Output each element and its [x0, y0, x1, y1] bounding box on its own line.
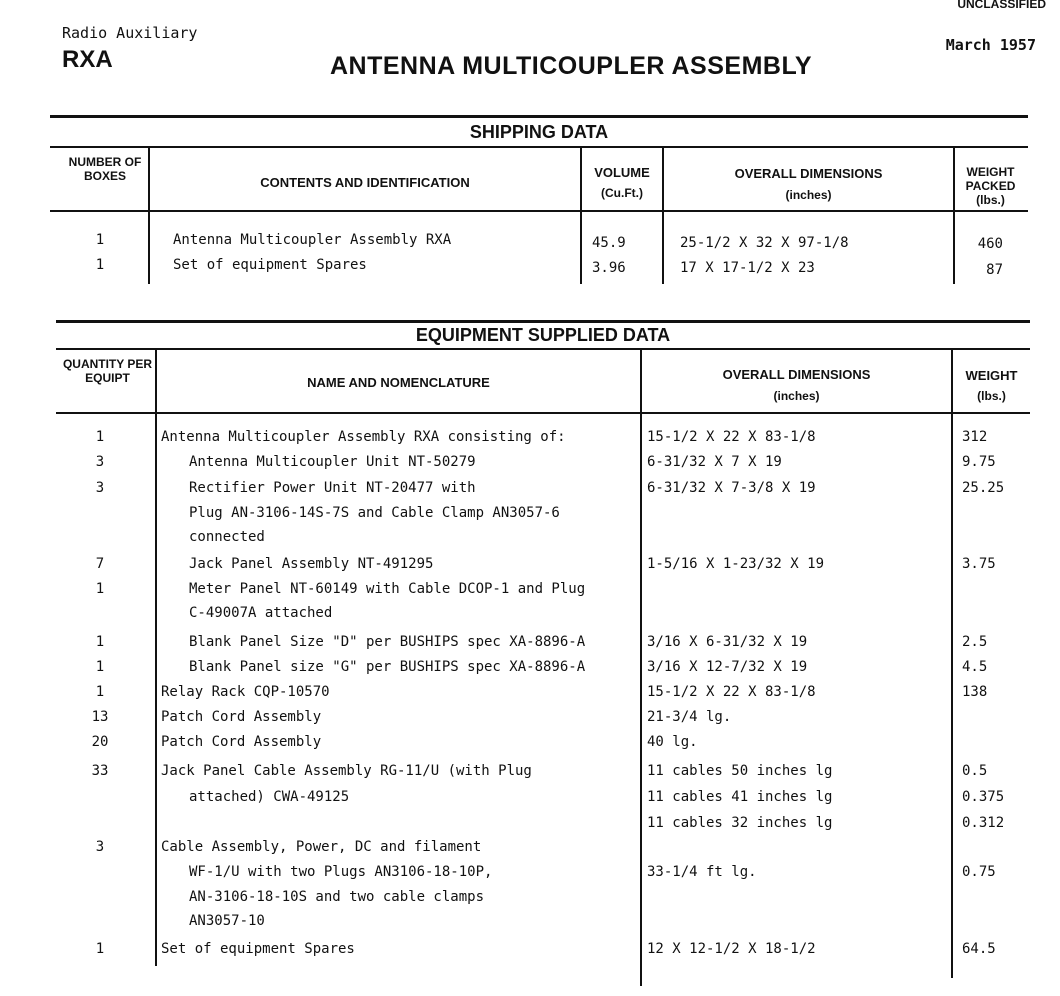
weight-cell: 87 [986, 262, 1003, 278]
nomenclature-cell: Patch Cord Assembly [161, 734, 322, 750]
nomenclature-cell: WF-1/U with two Plugs AN3106-18-10P, [189, 864, 493, 880]
dims-cell: 33-1/4 ft lg. [647, 864, 757, 880]
quantity-cell: 1 [95, 581, 105, 597]
quantity-cell: 20 [91, 734, 109, 750]
boxes-cell: 1 [95, 232, 105, 248]
weight-header: WEIGHT [965, 368, 1018, 383]
dims-cell: 17 X 17-1/2 X 23 [680, 260, 815, 276]
dims-cell: 12 X 12-1/2 X 18-1/2 [647, 941, 816, 957]
quantity-cell: 1 [95, 659, 105, 675]
weight-cell: 0.375 [962, 789, 1005, 805]
quantity-cell: 1 [95, 684, 105, 700]
nomenclature-cell: AN-3106-18-10S and two cable clamps [189, 889, 485, 905]
nomenclature-cell: Antenna Multicoupler Unit NT-50279 [189, 454, 476, 470]
date-label: March 1957 [945, 36, 1036, 54]
nomenclature-cell: Blank Panel size "G" per BUSHIPS spec XA-8896-A [189, 659, 586, 675]
nomenclature-cell: connected [189, 529, 265, 545]
quantity-cell: 3 [95, 839, 105, 855]
dims-cell: 25-1/2 X 32 X 97-1/8 [680, 235, 849, 251]
quantity-cell: 3 [95, 454, 105, 470]
quantity-cell: 1 [95, 634, 105, 650]
dims-cell: 11 cables 50 inches lg [647, 763, 833, 779]
quantity-cell: 1 [95, 429, 105, 445]
volume-header: VOLUME [594, 165, 650, 180]
quantity-header: QUANTITY PER EQUIPT [62, 357, 153, 385]
dims-unit: (inches) [785, 188, 832, 202]
contents-cell: Antenna Multicoupler Assembly RXA [173, 232, 452, 248]
classification-mark: UNCLASSIFIED [957, 0, 1046, 11]
dims-cell: 1-5/16 X 1-23/32 X 19 [647, 556, 825, 572]
weight-cell: 138 [962, 684, 988, 700]
volume-cell: 45.9 [592, 235, 626, 251]
quantity-cell: 7 [95, 556, 105, 572]
weight-cell: 460 [977, 236, 1003, 252]
dims-cell: 15-1/2 X 22 X 83-1/8 [647, 429, 816, 445]
nomenclature-cell: Rectifier Power Unit NT-20477 with [189, 480, 476, 496]
nomenclature-cell: AN3057-10 [189, 913, 265, 929]
nomenclature-cell: Blank Panel Size "D" per BUSHIPS spec XA-8896-A [189, 634, 586, 650]
nomenclature-cell: Jack Panel Assembly NT-491295 [189, 556, 434, 572]
equipment-code: RXA [62, 46, 113, 73]
volume-unit: (Cu.Ft.) [601, 186, 643, 200]
dims-cell: 11 cables 41 inches lg [647, 789, 833, 805]
weight-unit: (lbs.) [977, 389, 1006, 403]
nomenclature-cell: Antenna Multicoupler Assembly RXA consisting of: [161, 429, 566, 445]
dims-header: OVERALL DIMENSIONS [722, 367, 871, 382]
nomenclature-cell: Plug AN-3106-14S-7S and Cable Clamp AN3057-6 [189, 505, 560, 521]
dims-cell: 6-31/32 X 7-3/8 X 19 [647, 480, 816, 496]
weight-cell: 4.5 [962, 659, 988, 675]
nomenclature-cell: C-49007A attached [189, 605, 333, 621]
nomenclature-cell: attached) CWA-49125 [189, 789, 350, 805]
dims-unit: (inches) [773, 389, 820, 403]
contents-cell: Set of equipment Spares [173, 257, 367, 273]
weight-cell: 0.75 [962, 864, 996, 880]
weight-cell: 0.5 [962, 763, 988, 779]
boxes-header: NUMBER OF BOXES [68, 155, 142, 183]
weight-cell: 9.75 [962, 454, 996, 470]
weight-cell: 2.5 [962, 634, 988, 650]
quantity-cell: 33 [91, 763, 109, 779]
category-label: Radio Auxiliary [62, 24, 198, 42]
equipment-title: EQUIPMENT SUPPLIED DATA [415, 325, 671, 345]
dims-header: OVERALL DIMENSIONS [734, 166, 883, 181]
quantity-cell: 1 [95, 941, 105, 957]
dims-cell: 21-3/4 lg. [647, 709, 732, 725]
weight-cell: 64.5 [962, 941, 996, 957]
weight-cell: 25.25 [962, 480, 1005, 496]
quantity-cell: 3 [95, 480, 105, 496]
nomenclature-cell: Patch Cord Assembly [161, 709, 322, 725]
weight-cell: 312 [962, 429, 988, 445]
nomenclature-cell: Cable Assembly, Power, DC and filament [161, 839, 482, 855]
contents-header: CONTENTS AND IDENTIFICATION [260, 175, 470, 190]
nomenclature-cell: Set of equipment Spares [161, 941, 355, 957]
shipping-title: SHIPPING DATA [469, 122, 609, 142]
nomenclature-cell: Relay Rack CQP-10570 [161, 684, 330, 700]
nomenclature-cell: Meter Panel NT-60149 with Cable DCOP-1 and Plug [189, 581, 586, 597]
dims-cell: 6-31/32 X 7 X 19 [647, 454, 782, 470]
dims-cell: 3/16 X 12-7/32 X 19 [647, 659, 808, 675]
dims-cell: 3/16 X 6-31/32 X 19 [647, 634, 808, 650]
dims-cell: 11 cables 32 inches lg [647, 815, 833, 831]
dims-cell: 15-1/2 X 22 X 83-1/8 [647, 684, 816, 700]
volume-cell: 3.96 [592, 260, 626, 276]
weight-cell: 0.312 [962, 815, 1005, 831]
page-title: ANTENNA MULTICOUPLER ASSEMBLY [330, 52, 813, 80]
weight-packed-header: WEIGHT PACKED (lbs.) [965, 165, 1016, 207]
boxes-cell: 1 [95, 257, 105, 273]
nomenclature-cell: Jack Panel Cable Assembly RG-11/U (with Plug [161, 763, 532, 779]
dims-cell: 40 lg. [647, 734, 698, 750]
quantity-cell: 13 [91, 709, 109, 725]
name-header: NAME AND NOMENCLATURE [307, 375, 490, 390]
weight-cell: 3.75 [962, 556, 996, 572]
